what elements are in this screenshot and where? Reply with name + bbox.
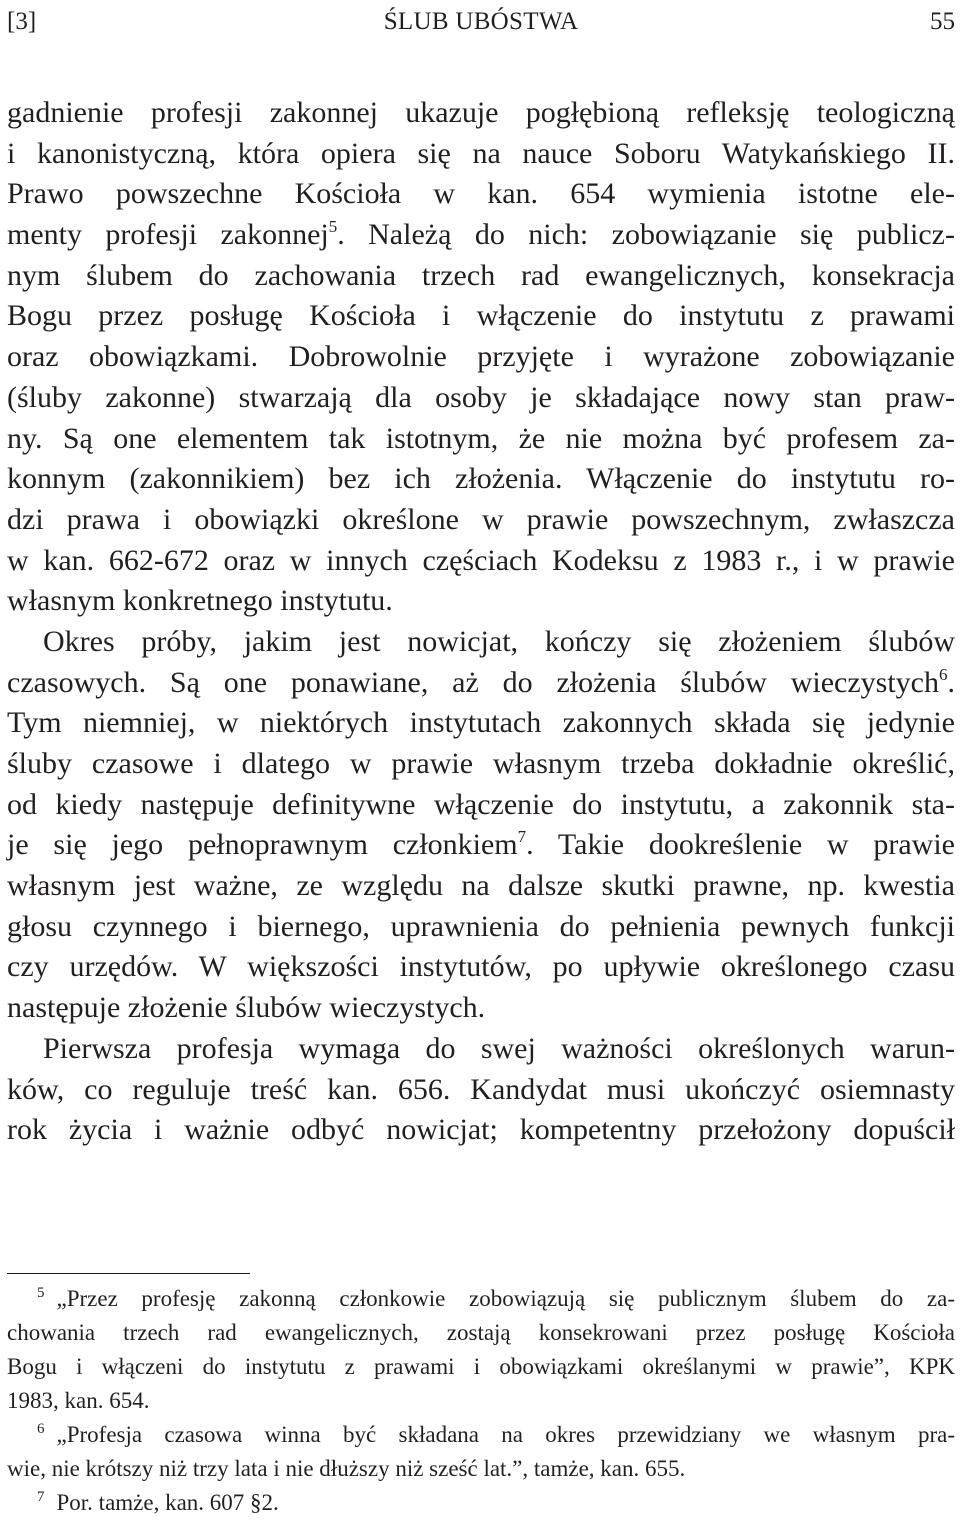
text-line: śluby czasowe i dlatego w prawie własnym trzeba dokładnie określić, — [7, 747, 955, 780]
text-line: (śluby zakonne) stwarzają dla osoby je składające nowy stan praw- — [7, 380, 955, 414]
footnote-text: „Przez profesję zakonną członkowie zobowiązują się publicznym ślubem do za- — [56, 1286, 955, 1311]
text-segment: je się jego pełnoprawnym członkiem — [7, 828, 518, 862]
text-line: Tym niemniej, w niektórych instytutach zakonnych składa się jedynie — [7, 706, 955, 740]
text-segment: . Takie dookreślenie w prawie — [526, 828, 955, 862]
footnote-text: „Profesja czasowa winna być składana na okres przewidziany we własnym pra- — [56, 1422, 955, 1447]
text-line: i kanonistyczną, która opiera się na nauce Soboru Watykańskiego II. — [7, 136, 955, 170]
text-line — [7, 825, 955, 866]
footnote-ref-5[interactable]: 5 — [328, 217, 338, 237]
footnote-line: chowania trzech rad ewangelicznych, zostają konsekrowani przez posługę Kościoła — [7, 1320, 955, 1345]
section-number: [3] — [7, 8, 37, 35]
text-line: w kan. 662-672 oraz w innych częściach Kodeksu z 1983 r., i w prawie — [7, 543, 955, 577]
text-line: ny. Są one elementem tak istotnym, że nie można być profesem za- — [7, 421, 955, 455]
body-text — [7, 93, 955, 1151]
footnote-number: 5 — [37, 1285, 45, 1301]
page-number: 55 — [930, 8, 955, 35]
footnote-line: 1983, kan. 654. — [7, 1388, 150, 1413]
text-line: następuje złożenie ślubów wieczystych. — [7, 991, 486, 1025]
text-line: oraz obowiązkami. Dobrowolnie przyjęte i wyrażone zobowiązanie — [7, 340, 955, 374]
footnote-ref-6[interactable]: 6 — [939, 664, 948, 684]
footnote-line — [7, 1282, 955, 1316]
footnote-line — [7, 1418, 955, 1452]
text-line — [7, 663, 955, 704]
footnote-divider — [7, 1273, 250, 1274]
footnote-text: Por. tamże, kan. 607 §2. — [56, 1490, 279, 1515]
text-segment: . Należą do nich: zobowiązanie się publicz- — [337, 218, 955, 252]
text-line: głosu czynnego i biernego, uprawnienia do pełnienia pewnych funkcji — [7, 909, 955, 943]
text-line: konnym (zakonnikiem) bez ich złożenia. Włączenie do instytutu ro- — [7, 462, 955, 496]
text-line: Prawo powszechne Kościoła w kan. 654 wymienia istotne ele- — [7, 177, 955, 211]
footnote-number: 7 — [37, 1489, 45, 1505]
text-line: Pierwsza profesja wymaga do swej ważności określonych warun- — [43, 1031, 955, 1065]
text-line: ków, co reguluje treść kan. 656. Kandydat musi ukończyć osiemnasty — [7, 1072, 955, 1106]
text-line: gadnienie profesji zakonnej ukazuje pogłębioną refleksję teologiczną — [7, 96, 955, 129]
text-line: rok życia i ważnie odbyć nowicjat; kompetentny przełożony dopuścił — [7, 1113, 955, 1147]
text-line: Bogu przez posługę Kościoła i włączenie do instytutu z prawami — [7, 299, 955, 333]
footnote-line: wie, nie krótszy niż trzy lata i nie dłuższy niż sześć lat.”, tamże, kan. 655. — [7, 1456, 686, 1481]
footnote-ref-7[interactable]: 7 — [517, 827, 527, 847]
running-head — [7, 4, 955, 40]
text-line: czy urzędów. W większości instytutów, po upływie określonego czasu — [7, 950, 955, 984]
footnote-number: 6 — [37, 1421, 45, 1437]
footnote-line — [7, 1486, 955, 1520]
text-line — [7, 215, 955, 256]
text-line: Okres próby, jakim jest nowicjat, kończy się złożeniem ślubów — [43, 624, 955, 658]
footnotes — [7, 1282, 955, 1520]
text-line: dzi prawa i obowiązki określone w prawie powszechnym, zwłaszcza — [7, 502, 955, 536]
text-segment: . — [947, 665, 955, 699]
text-segment: menty profesji zakonnej — [7, 218, 329, 252]
text-line: własnym jest ważne, ze względu na dalsze skutki prawne, np. kwestia — [7, 869, 955, 903]
text-segment: czasowych. Są one ponawiane, aż do złożenia ślubów wieczystych — [7, 665, 939, 699]
footnote-line: Bogu i włączeni do instytutu z prawami i obowiązkami określanymi w prawie”, KPK — [7, 1354, 955, 1379]
text-line: nym ślubem do zachowania trzech rad ewangelicznych, konsekracja — [7, 258, 955, 292]
running-title: ŚLUB UBÓSTWA — [383, 8, 579, 35]
text-line: od kiedy następuje definitywne włączenie do instytutu, a zakonnik sta- — [7, 787, 955, 821]
text-line: własnym konkretnego instytutu. — [7, 584, 393, 618]
